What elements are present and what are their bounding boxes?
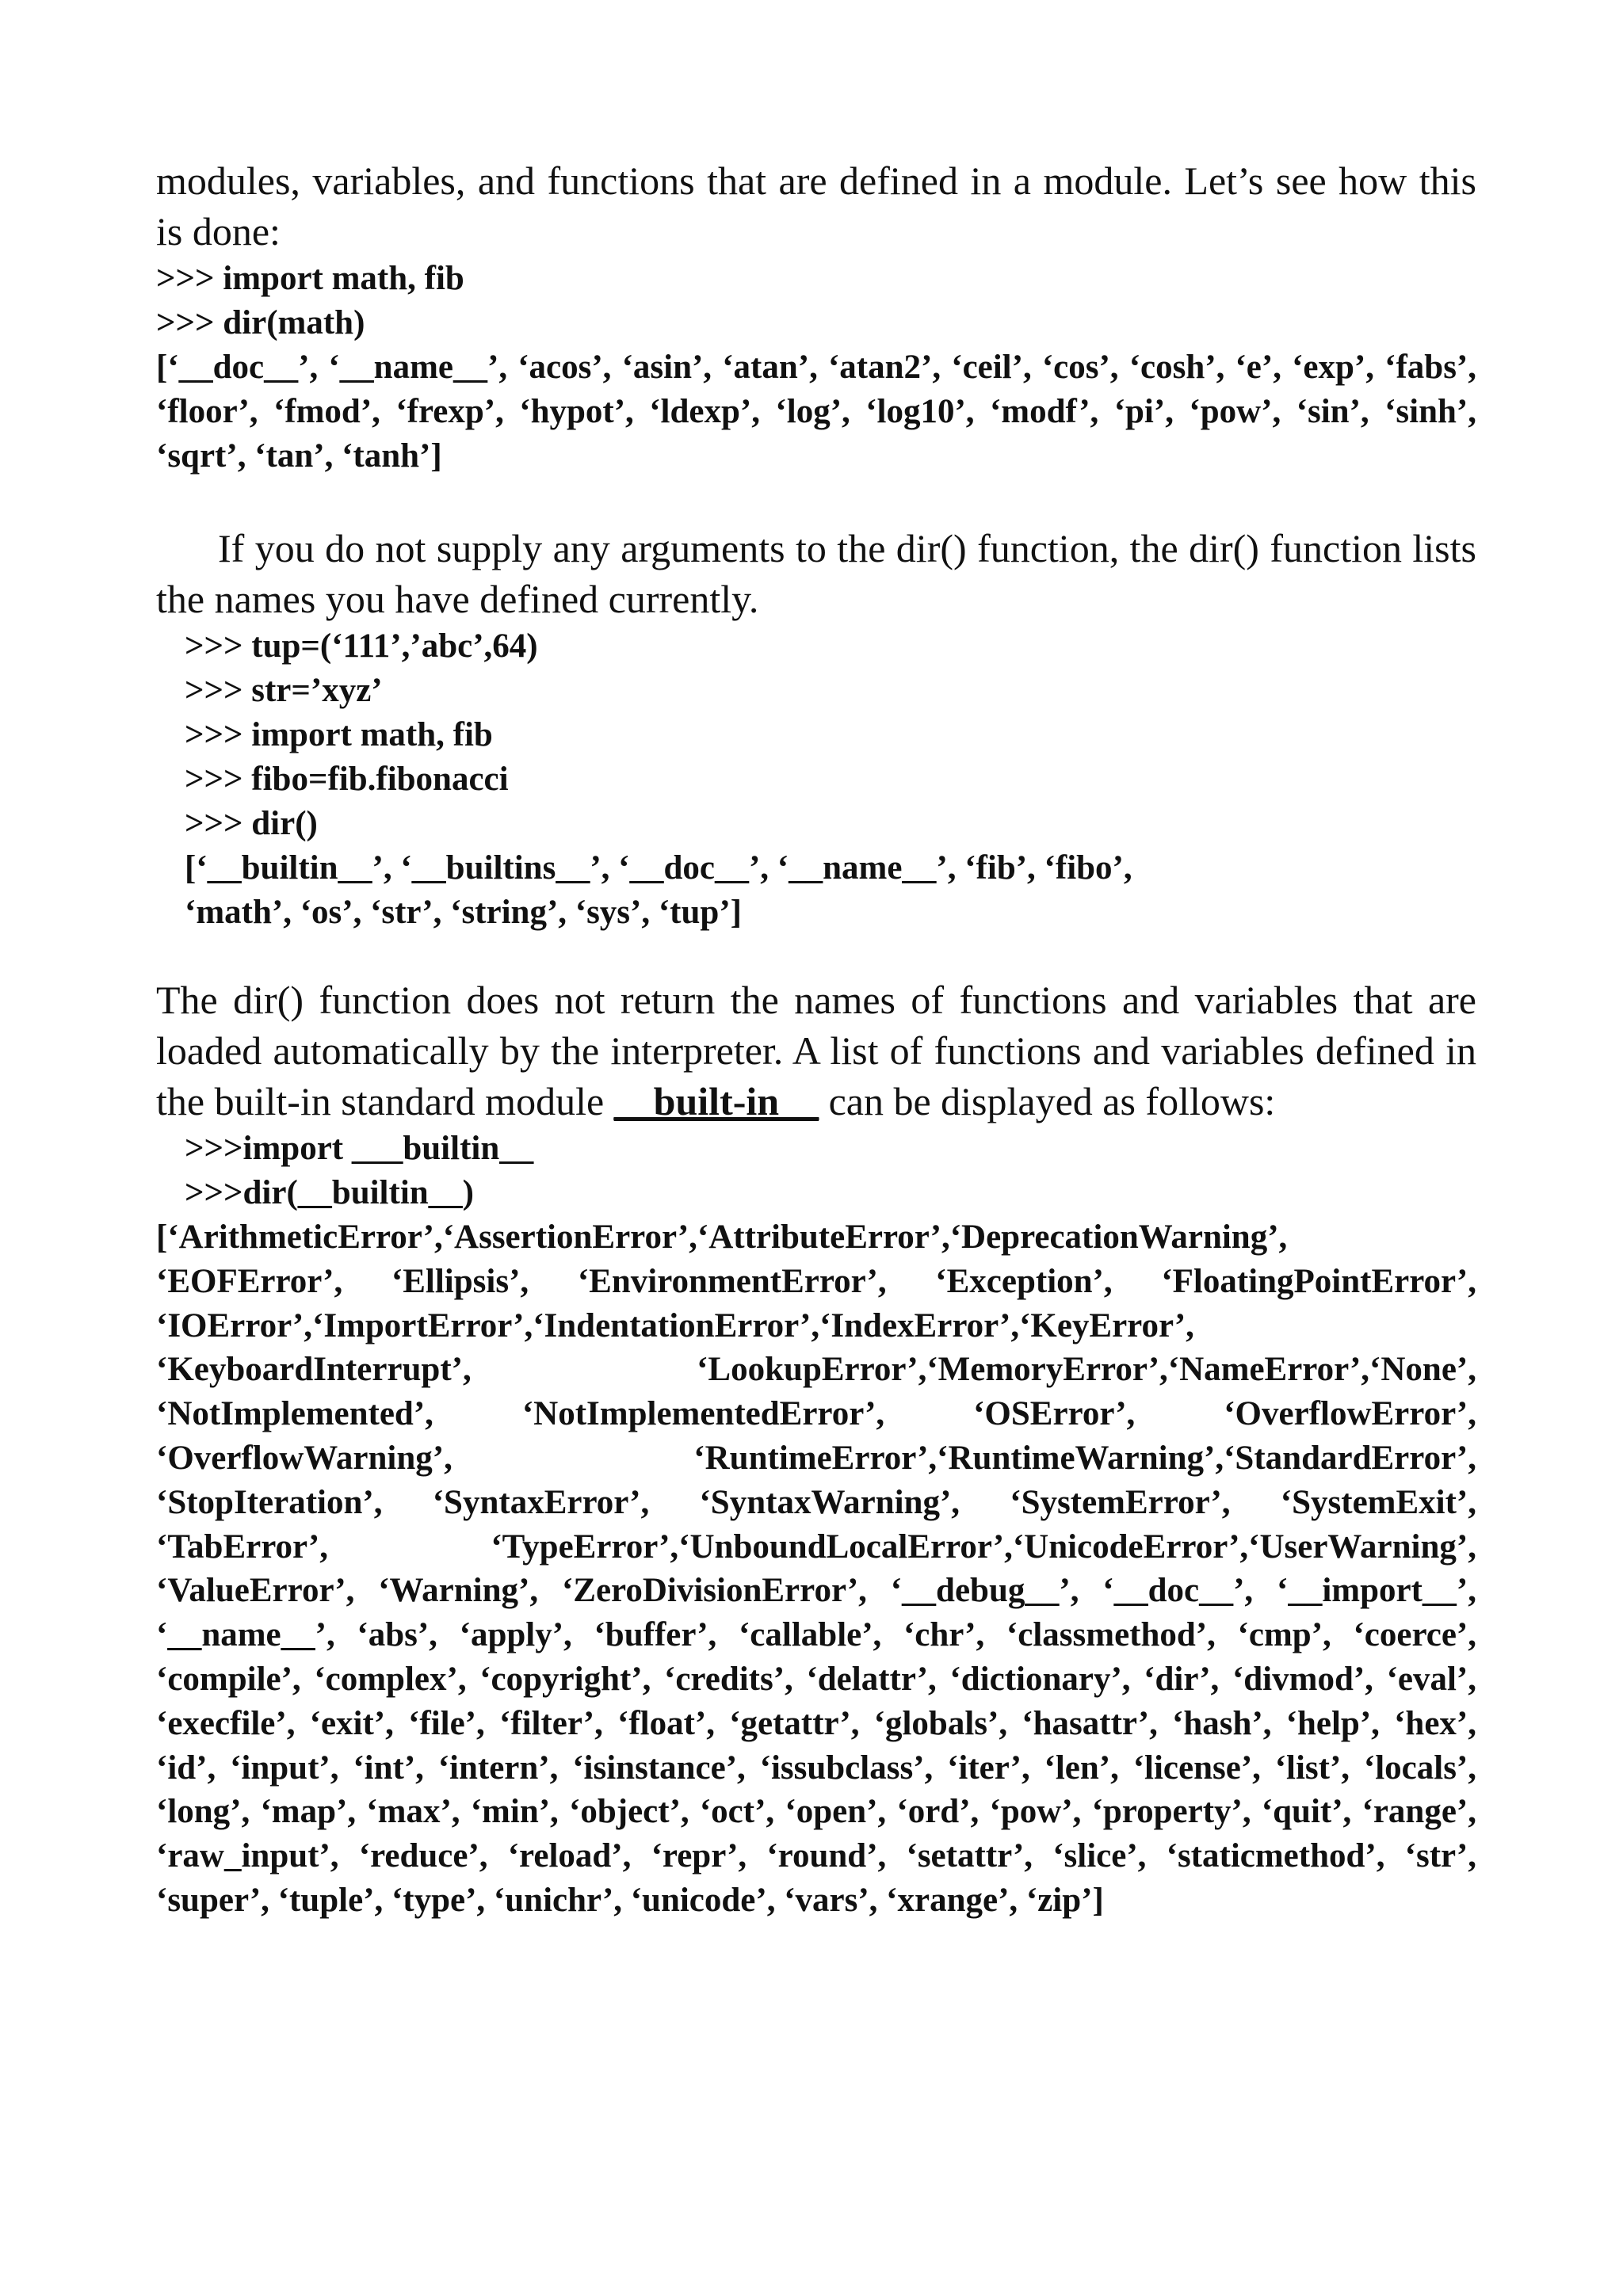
code-output-line: ‘math’, ‘os’, ‘str’, ‘string’, ‘sys’, ‘tup’] bbox=[185, 894, 742, 931]
code-block-import-math bbox=[156, 257, 1476, 345]
builtin-dir-output: [‘ArithmeticError’,‘AssertionError’,‘AttributeError’,‘DeprecationWarning’, ‘EOFError’, ‘Ellipsis’, ‘EnvironmentError’, ‘Exception’, ‘FloatingPointError’, ‘IOError’,‘ImportError’,‘IndentationError’,‘IndexError’,‘KeyError’, ‘KeyboardInterrupt’, ‘LookupError’,‘MemoryError’,‘NameError’,‘None’, ‘NotImplemented’, ‘NotImplementedError’, ‘OSError’, ‘OverflowError’, ‘OverflowWarning’, ‘RuntimeError’,‘RuntimeWarning’,‘StandardError’, ‘StopIteration’, ‘SyntaxError’, ‘SyntaxWarning’, ‘SystemError’, ‘SystemExit’, ‘TabError’, ‘TypeError’,‘UnboundLocalError’,‘UnicodeError’,‘UserWarning’, ‘ValueError’, ‘Warning’, ‘ZeroDivisionError’, ‘__debug__’, ‘__doc__’, ‘__import__’, ‘__name__’, ‘abs’, ‘apply’, ‘buffer’, ‘callable’, ‘chr’, ‘classmethod’, ‘cmp’, ‘coerce’, ‘compile’, ‘complex’, ‘copyright’, ‘credits’, ‘delattr’, ‘dictionary’, ‘dir’, ‘divmod’, ‘eval’, ‘execfile’, ‘exit’, ‘file’, ‘filter’, ‘float’, ‘getattr’, ‘globals’, ‘hasattr’, ‘hash’, ‘help’, ‘hex’, ‘id’, ‘input’, ‘int’, ‘intern’, ‘isinstance’, ‘issubclass’, ‘iter’, ‘len’, ‘license’, ‘list’, ‘locals’, ‘long’, ‘map’, ‘max’, ‘min’, ‘object’, ‘oct’, ‘open’, ‘ord’, ‘pow’, ‘property’, ‘quit’, ‘range’, ‘raw_input’, ‘reduce’, ‘reload’, ‘repr’, ‘round’, ‘setattr’, ‘slice’, ‘staticmethod’, ‘str’, ‘super’, ‘tuple’, ‘type’, ‘unichr’, ‘unicode’, ‘vars’, ‘xrange’, ‘zip’] bbox=[156, 1219, 1476, 1919]
paragraph-text: can be displayed as follows: bbox=[819, 1079, 1276, 1123]
code-output-line: [‘__builtin__’, ‘__builtins__’, ‘__doc__’, ‘__name__’, ‘fib’, ‘fibo’, bbox=[185, 849, 1132, 887]
spacer bbox=[156, 935, 1476, 974]
math-dir-output: [‘__doc__’, ‘__name__’, ‘acos’, ‘asin’, ‘atan’, ‘atan2’, ‘ceil’, ‘cos’, ‘cosh’, ‘e’, ‘exp’, ‘fabs’, ‘floor’, ‘fmod’, ‘frexp’, ‘hypot’, ‘ldexp’, ‘log’, ‘log10’, ‘modf’, ‘pi’, ‘pow’, ‘sin’, ‘sinh’, ‘sqrt’, ‘tan’, ‘tanh’] bbox=[156, 349, 1476, 475]
code-block-dir-no-args bbox=[156, 624, 1476, 935]
builtin-module-paragraph bbox=[156, 974, 1476, 1127]
dir-no-args-paragraph: If you do not supply any arguments to the dir() function, the dir() function lists the names you have defined currently. bbox=[156, 526, 1476, 621]
code-line: >>> fibo=fib.fibonacci bbox=[185, 761, 509, 798]
code-line: >>> import math, fib bbox=[185, 716, 493, 753]
intro-paragraph: modules, variables, and functions that are defined in a module. Let’s see how this is done: bbox=[156, 158, 1476, 254]
code-line: >>> tup=(‘111’,’abc’,64) bbox=[185, 627, 538, 665]
code-line: >>>import ___builtin__ bbox=[185, 1130, 534, 1167]
spacer bbox=[156, 479, 1476, 523]
code-line: >>> dir() bbox=[185, 805, 318, 842]
module-name: __built-in__ bbox=[613, 1079, 819, 1123]
code-block-builtin bbox=[156, 1127, 1476, 1215]
document-page bbox=[156, 155, 1476, 1923]
code-line: >>>dir(__builtin__) bbox=[185, 1174, 474, 1211]
code-line: >>> str=’xyz’ bbox=[185, 672, 383, 709]
paragraph-text: The dir() function does not return the names of functions and variables that are loaded automatically by the interpreter. A list of functions and variables defined in the built-in standard module bbox=[156, 978, 1476, 1123]
code-line: >>> import math, fib bbox=[156, 260, 464, 297]
code-line: >>> dir(math) bbox=[156, 304, 365, 341]
